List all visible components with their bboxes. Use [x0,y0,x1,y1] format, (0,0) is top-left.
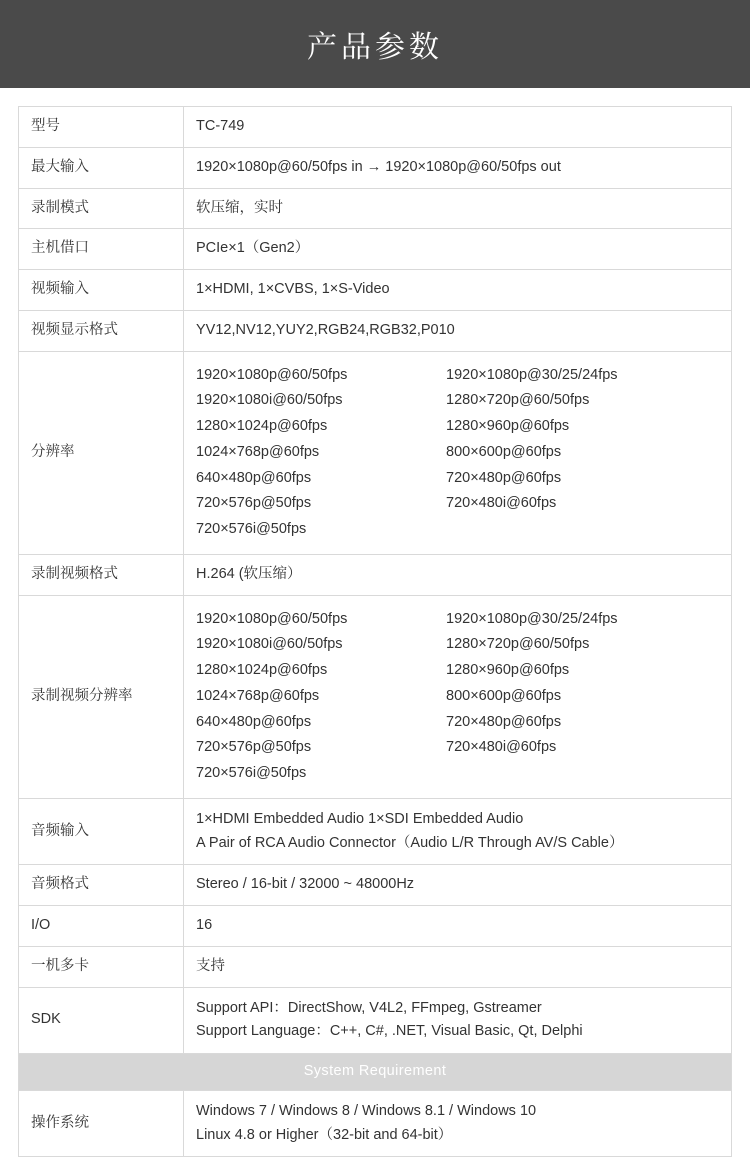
page-title: 产品参数 [307,31,443,64]
resolution-item: 720×480p@60fps [446,713,562,730]
resolution-row [196,660,719,682]
row-label: 视频输入 [19,270,184,311]
row-value [184,798,732,865]
row-label: 录制模式 [19,188,184,229]
row-label: 最大输入 [19,147,184,188]
resolution-item: 720×576i@50fps [196,521,307,537]
resolution-row [196,609,719,631]
os-line: Linux 4.8 or Higher（32-bit and 64-bit） [196,1126,453,1143]
resolution-item: 800×600p@60fps [446,443,562,460]
table-row [19,310,732,351]
row-value [184,595,732,798]
sdk-line: Support Language：C++, C#, .NET, Visual Basic, Qt, Delphi [196,1023,583,1040]
page-header [0,0,750,88]
resolution-item: 720×576p@50fps [196,739,312,756]
resolution-item: 1920×1080i@60/50fps [196,392,343,409]
row-value [184,987,732,1054]
resolution-item: 1024×768p@60fps [196,687,320,704]
resolution-row [196,442,719,464]
table-row [19,865,732,906]
resolution-row [196,390,719,412]
row-value: PCIe×1（Gen2） [184,229,732,270]
row-label: 分辨率 [19,351,184,554]
row-value: 软压缩，实时 [184,188,732,229]
resolution-item: 1280×960p@60fps [446,662,570,678]
resolution-item: 640×480p@60fps [196,469,312,486]
resolution-item: 1280×960p@60fps [446,418,570,434]
row-value: 1×HDMI, 1×CVBS, 1×S-Video [184,270,732,311]
resolution-item [446,519,719,541]
row-value: H.264 (软压缩） [184,554,732,595]
os-line: Windows 7 / Windows 8 / Windows 8.1 / Windows 10 [196,1102,537,1119]
spec-table-container [0,88,750,1157]
resolution-item: 1280×720p@60/50fps [446,392,590,409]
audio-input-line: A Pair of RCA Audio Connector（Audio L/R Through AV/S Cable） [196,834,624,851]
row-label: I/O [19,906,184,947]
row-label: 录制视频格式 [19,554,184,595]
resolution-row [196,686,719,708]
resolution-grid [196,361,719,545]
table-row-record-resolution [19,595,732,798]
row-label: 主机借口 [19,229,184,270]
table-row [19,946,732,987]
row-label: 型号 [19,107,184,148]
resolution-item: 720×576p@50fps [196,495,312,512]
audio-input-lines [196,808,719,856]
resolution-item: 720×576i@50fps [196,765,307,781]
record-resolution-grid [196,605,719,789]
row-label: 视频显示格式 [19,310,184,351]
sdk-lines [196,997,719,1045]
resolution-item: 1920×1080i@60/50fps [196,636,343,653]
table-row-sdk [19,987,732,1054]
row-value [184,351,732,554]
row-label: 一机多卡 [19,946,184,987]
resolution-item: 1024×768p@60fps [196,443,320,460]
section-title: System Requirement [19,1054,732,1091]
sdk-line: Support API：DirectShow, V4L2, FFmpeg, Gstreamer [196,999,542,1016]
section-header-row [19,1054,732,1091]
row-value: 1920×1080p@60/50fps in → 1920×1080p@60/50fps out [184,147,732,188]
resolution-item: 720×480i@60fps [446,739,557,756]
resolution-row [196,519,719,541]
resolution-item: 1920×1080p@60/50fps [196,610,348,627]
table-row [19,188,732,229]
resolution-item: 1280×1024p@60fps [196,662,328,678]
table-row-os [19,1090,732,1157]
table-row [19,554,732,595]
audio-input-line: 1×HDMI Embedded Audio 1×SDI Embedded Audio [196,810,524,827]
resolution-item: 1920×1080p@30/25/24fps [446,610,618,627]
row-value: YV12,NV12,YUY2,RGB24,RGB32,P010 [184,310,732,351]
resolution-row [196,468,719,490]
resolution-item: 720×480i@60fps [446,495,557,512]
resolution-row [196,365,719,387]
table-row [19,147,732,188]
resolution-row [196,712,719,734]
row-value: TC-749 [184,107,732,148]
resolution-row [196,634,719,656]
resolution-item: 720×480p@60fps [446,469,562,486]
resolution-row [196,416,719,438]
os-lines [196,1100,719,1148]
table-row [19,107,732,148]
table-row-audio-input [19,798,732,865]
table-row-resolution [19,351,732,554]
row-value [184,1090,732,1157]
resolution-row [196,737,719,759]
table-row [19,270,732,311]
row-label: 录制视频分辨率 [19,595,184,798]
table-row [19,229,732,270]
resolution-row [196,763,719,785]
table-row [19,906,732,947]
resolution-item: 1280×1024p@60fps [196,418,328,434]
row-value: 支持 [184,946,732,987]
row-label: SDK [19,987,184,1054]
spec-table [18,106,732,1157]
spec-table-body [19,107,732,1157]
row-value: Stereo / 16-bit / 32000 ~ 48000Hz [184,865,732,906]
row-label: 操作系统 [19,1090,184,1157]
resolution-item: 1280×720p@60/50fps [446,636,590,653]
resolution-item: 800×600p@60fps [446,687,562,704]
resolution-item: 1920×1080p@60/50fps [196,366,348,383]
row-label: 音频格式 [19,865,184,906]
resolution-item [446,763,719,785]
resolution-item: 640×480p@60fps [196,713,312,730]
resolution-row [196,493,719,515]
row-value: 16 [184,906,732,947]
resolution-item: 1920×1080p@30/25/24fps [446,366,618,383]
row-label: 音频输入 [19,798,184,865]
